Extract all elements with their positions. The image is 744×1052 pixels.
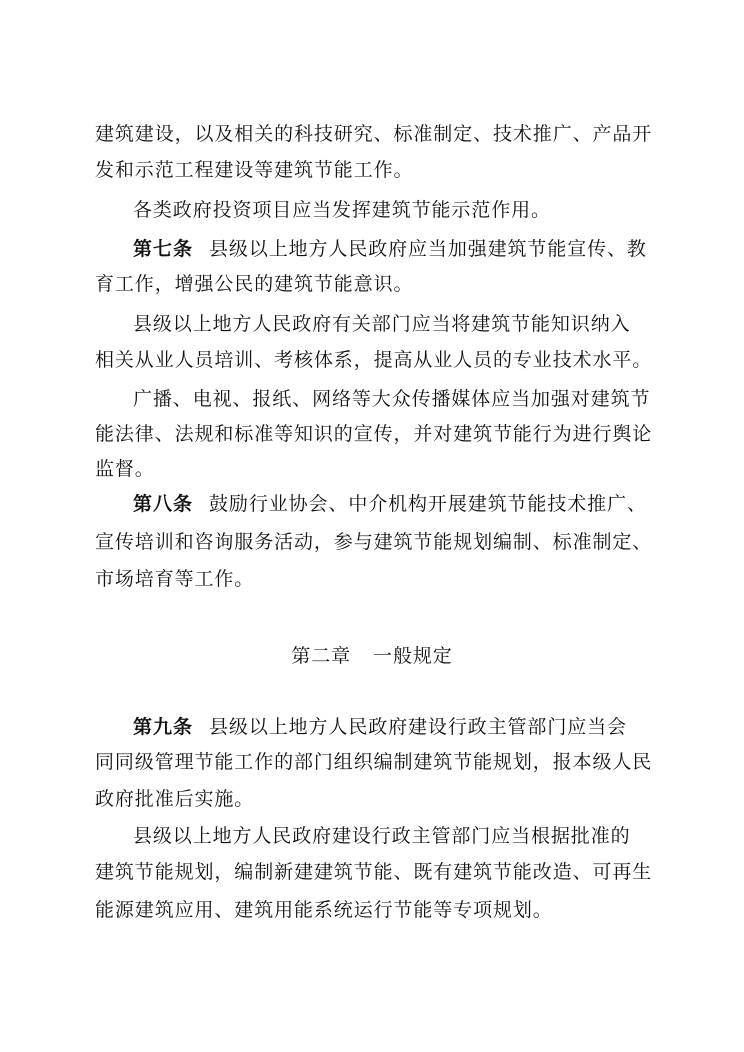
paragraph-line: 同同级管理节能工作的部门组织编制建筑节能规划，报本级人民 — [95, 751, 653, 773]
article-8-label: 第八条 — [133, 493, 194, 515]
paragraph-line: 发和示范工程建设等建筑节能工作。 — [95, 159, 414, 181]
paragraph-line: 宣传培训和咨询服务活动，参与建筑节能规划编制、标准制定、 — [95, 531, 653, 553]
paragraph-line: 各类政府投资项目应当发挥建筑节能示范作用。 — [133, 199, 551, 221]
chapter-title: 一般规定 — [373, 645, 453, 667]
article-9-label: 第九条 — [133, 716, 194, 738]
article-9-line — [133, 714, 627, 740]
article-8-line — [133, 491, 647, 517]
chapter-number: 第二章 — [291, 645, 352, 667]
paragraph-line: 广播、电视、报纸、网络等大众传播媒体应当加强对建筑节 — [133, 388, 651, 410]
article-9-text: 县级以上地方人民政府建设行政主管部门应当会 — [209, 716, 627, 738]
paragraph-line: 县级以上地方人民政府建设行政主管部门应当根据批准的 — [133, 825, 631, 847]
paragraph-line: 监督。 — [95, 458, 155, 480]
paragraph-line: 相关从业人员培训、考核体系，提高从业人员的专业技术水平。 — [95, 349, 653, 371]
paragraph-line: 建筑建设，以及相关的科技研究、标准制定、技术推广、产品开 — [95, 123, 653, 145]
paragraph-line: 能源建筑应用、建筑用能系统运行节能等专项规划。 — [95, 899, 553, 921]
paragraph-line: 市场培育等工作。 — [95, 568, 255, 590]
article-7-line — [133, 236, 647, 262]
paragraph-line: 能法律、法规和标准等知识的宣传，并对建筑节能行为进行舆论 — [95, 423, 653, 445]
chapter-heading — [0, 643, 744, 669]
paragraph-line: 政府批准后实施。 — [95, 788, 255, 810]
article-8-text: 鼓励行业协会、中介机构开展建筑节能技术推广、 — [209, 493, 647, 515]
paragraph-line: 育工作，增强公民的建筑节能意识。 — [95, 273, 414, 295]
paragraph-line: 建筑节能规划，编制新建建筑节能、既有建筑节能改造、可再生 — [95, 861, 653, 883]
paragraph-line: 县级以上地方人民政府有关部门应当将建筑节能知识纳入 — [133, 313, 631, 335]
article-7-text: 县级以上地方人民政府应当加强建筑节能宣传、教 — [209, 238, 647, 260]
article-7-label: 第七条 — [133, 238, 194, 260]
